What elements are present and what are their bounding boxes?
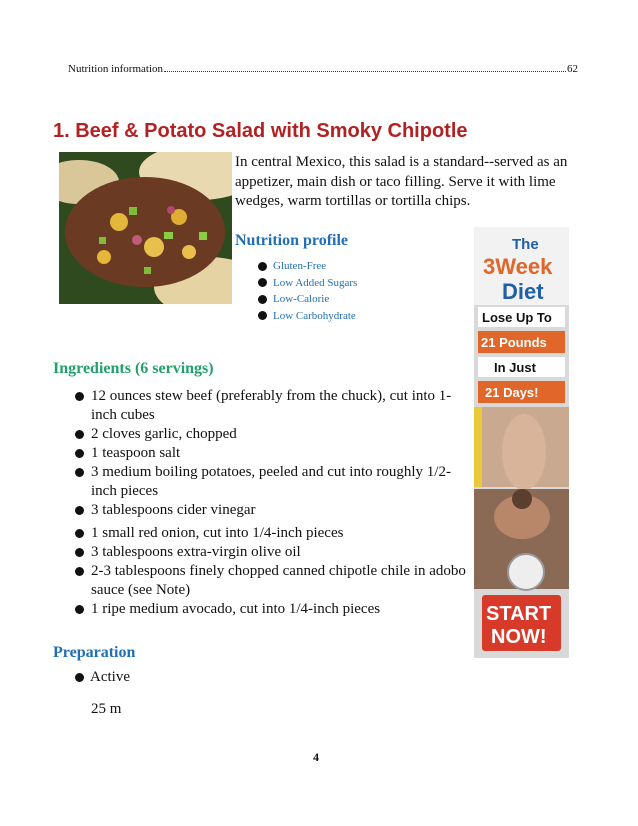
list-item: 1 teaspoon salt	[75, 444, 475, 463]
nutrition-profile-list	[258, 258, 357, 324]
ad-in-just: In Just	[494, 360, 536, 375]
bullet-icon	[258, 295, 267, 304]
recipe-title: 1. Beef & Potato Salad with Smoky Chipotle	[53, 120, 468, 142]
bullet-icon	[75, 468, 84, 477]
diet-ad-banner[interactable]	[474, 227, 569, 658]
ad-the: The	[512, 236, 539, 253]
list-item: 1 small red onion, cut into 1/4-inch pieces	[75, 524, 475, 543]
bullet-icon	[258, 311, 267, 320]
list-item: 2-3 tablespoons finely chopped canned chipotle chile in adobo sauce (see Note)	[75, 562, 475, 600]
list-item: 2 cloves garlic, chopped	[75, 425, 475, 444]
bullet-icon	[75, 567, 84, 576]
list-item: Gluten-Free	[258, 258, 357, 275]
toc-entry[interactable]	[68, 63, 578, 75]
prep-active-item: Active	[75, 669, 130, 686]
bullet-icon	[75, 430, 84, 439]
bullet-icon	[75, 548, 84, 557]
list-item: Low Added Sugars	[258, 275, 357, 292]
recipe-photo	[59, 152, 232, 304]
bullet-icon	[75, 506, 84, 515]
bullet-icon	[75, 605, 84, 614]
page-number: 4	[313, 750, 319, 764]
list-item: 3 tablespoons extra-virgin olive oil	[75, 543, 475, 562]
ad-diet: Diet	[502, 279, 544, 304]
toc-page: 62	[567, 63, 578, 75]
list-item: Low-Calorie	[258, 291, 357, 308]
ingredients-list	[75, 387, 475, 619]
preparation-heading: Preparation	[53, 644, 136, 661]
ad-3week: 3Week	[483, 254, 553, 279]
ad-lose-up-to: Lose Up To	[482, 310, 552, 325]
bullet-icon	[258, 262, 267, 271]
ad-cta-now: NOW!	[491, 626, 547, 648]
toc-label: Nutrition information	[68, 63, 164, 75]
ad-cta-start: START	[486, 603, 552, 625]
nutrition-profile-heading: Nutrition profile	[235, 232, 349, 249]
list-item: 12 ounces stew beef (preferably from the chuck), cut into 1-inch cubes	[75, 387, 475, 425]
list-item: 3 medium boiling potatoes, peeled and cut into roughly 1/2-inch pieces	[75, 463, 475, 501]
bullet-icon	[75, 529, 84, 538]
bullet-icon	[75, 392, 84, 401]
list-item: 1 ripe medium avocado, cut into 1/4-inch pieces	[75, 600, 475, 619]
recipe-intro: In central Mexico, this salad is a standard--served as an appetizer, main dish or taco filling. Serve it with lime wedges, warm tortillas or tortilla chips.	[235, 154, 568, 209]
toc-leader-dots	[164, 63, 566, 72]
list-item: Low Carbohydrate	[258, 308, 357, 325]
ingredients-heading: Ingredients (6 servings)	[53, 360, 214, 377]
bullet-icon	[75, 449, 84, 458]
list-item: 3 tablespoons cider vinegar	[75, 501, 475, 520]
ad-21-pounds: 21 Pounds	[481, 335, 547, 350]
bullet-icon	[75, 673, 84, 682]
ad-21-days: 21 Days!	[485, 385, 539, 400]
bullet-icon	[258, 278, 267, 287]
prep-time: 25 m	[91, 701, 122, 717]
